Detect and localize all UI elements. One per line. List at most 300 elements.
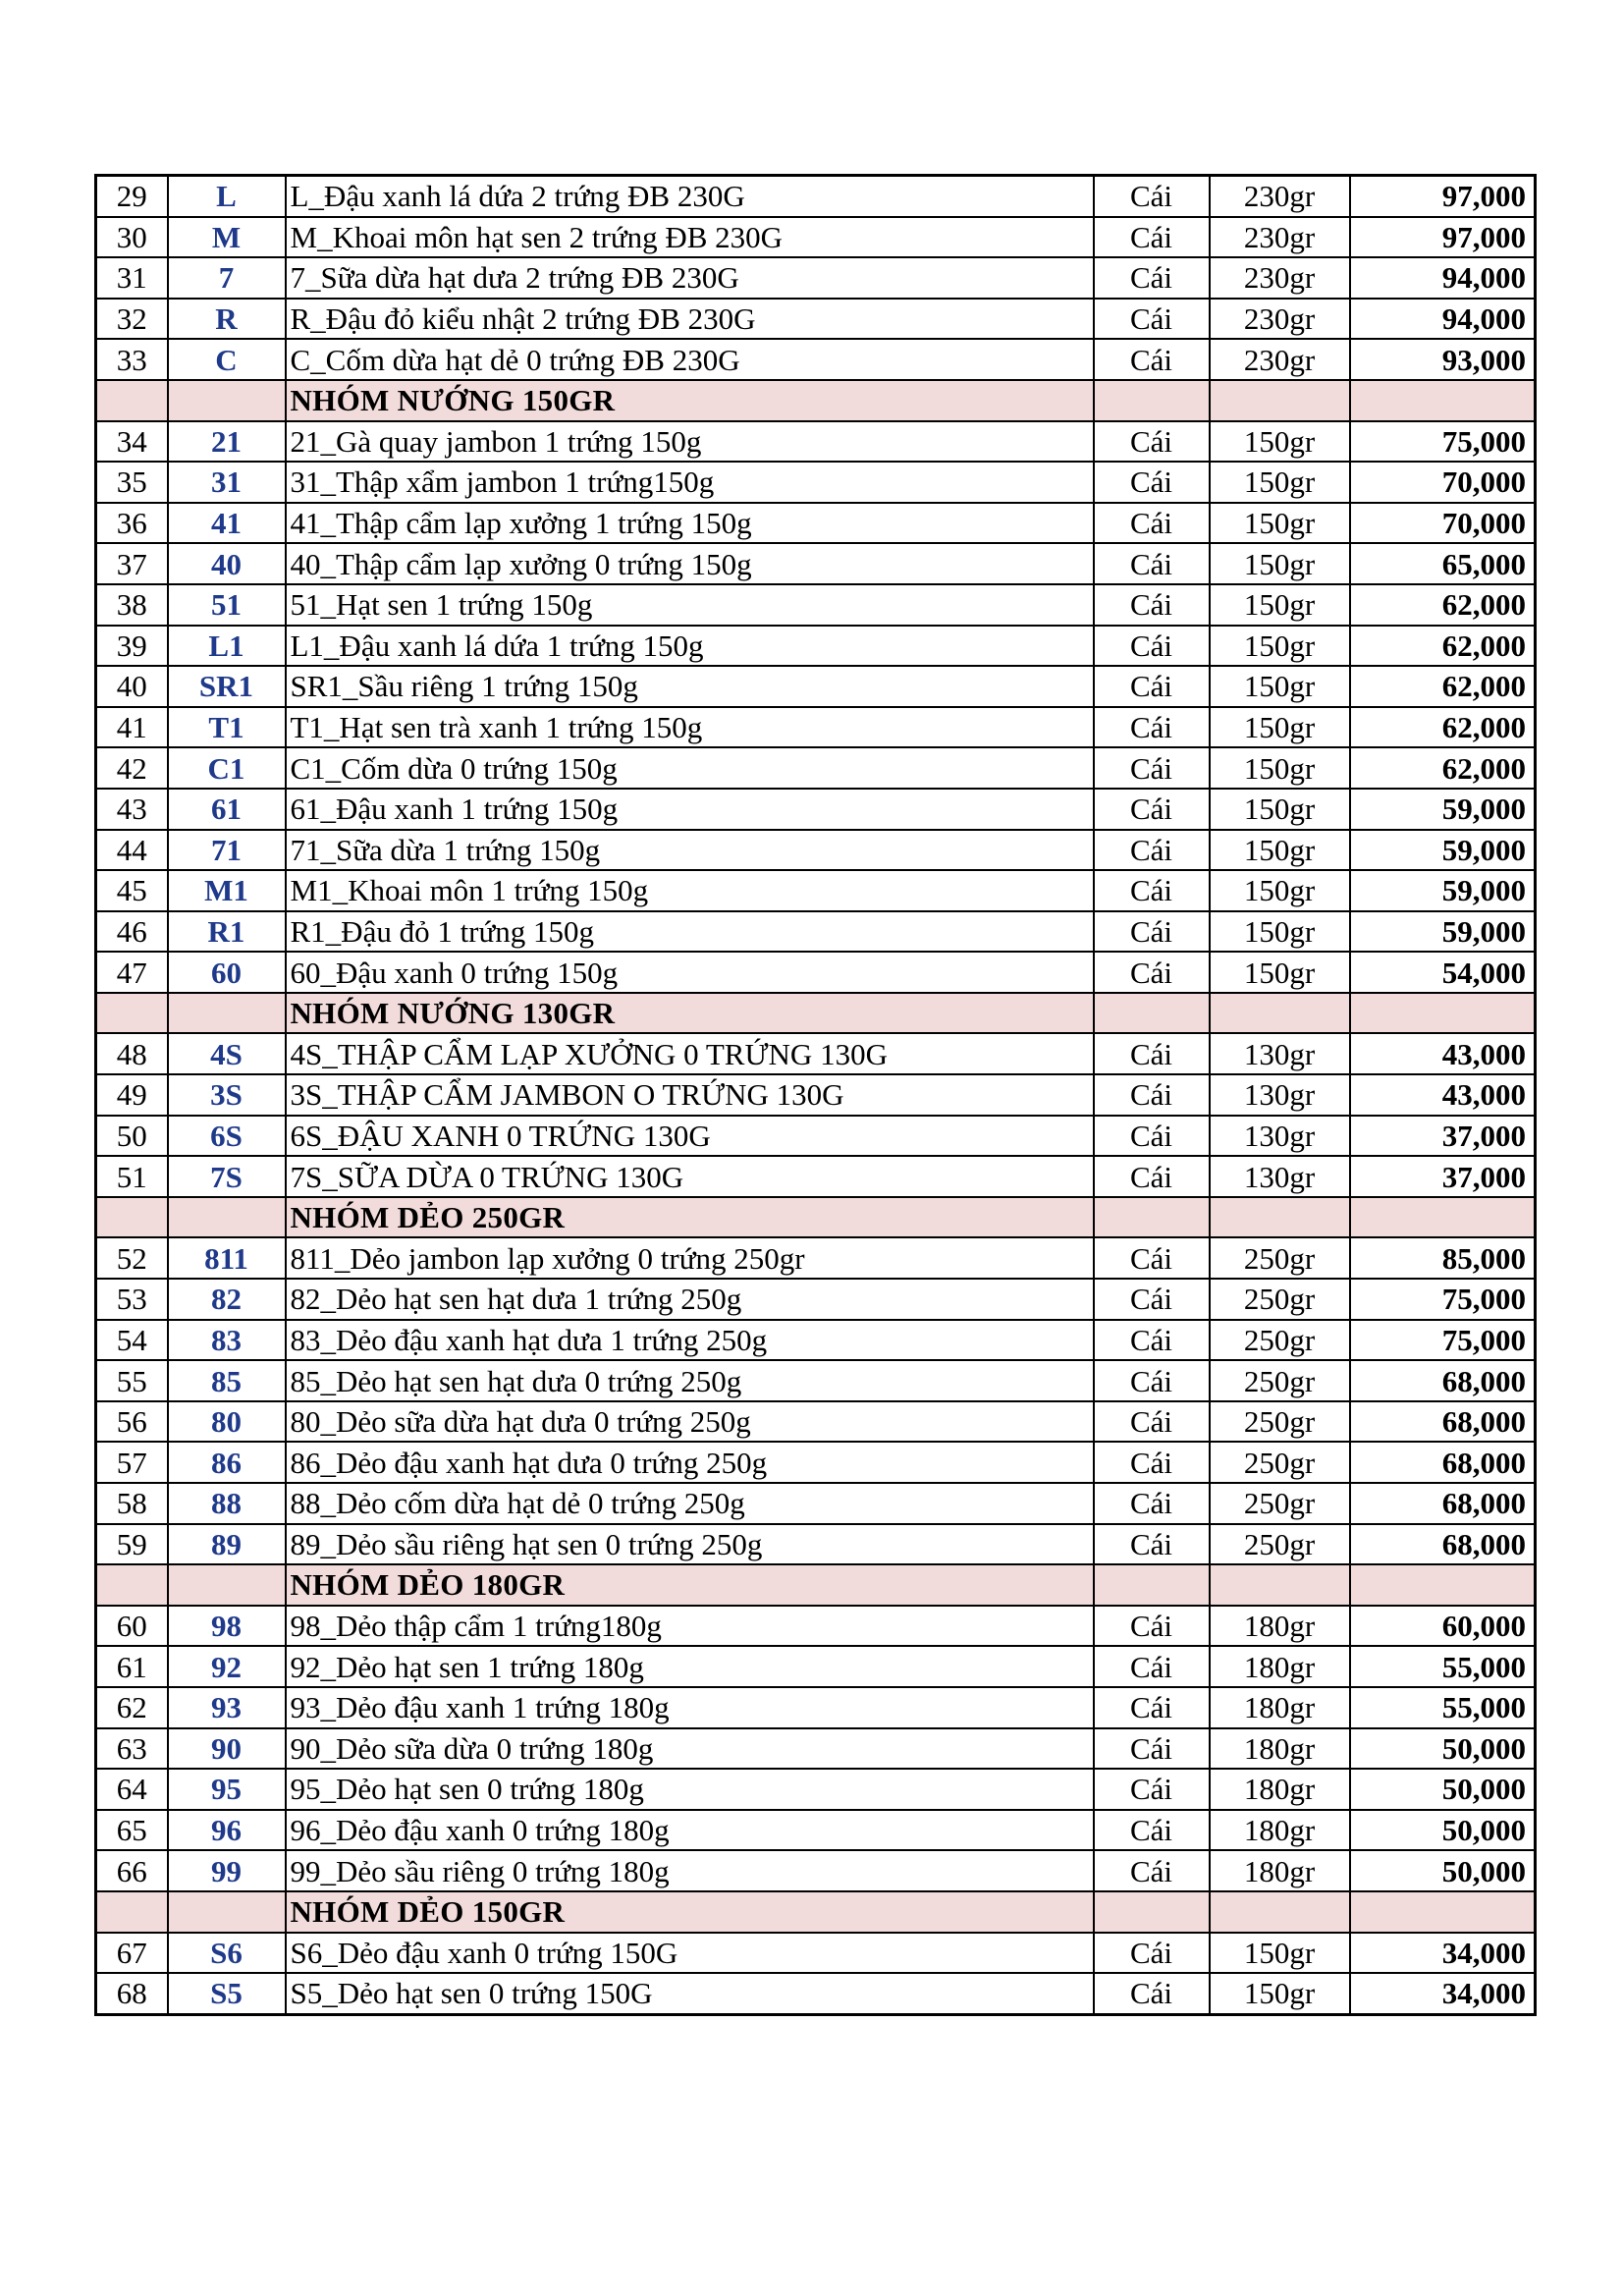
group-empty-cell [168, 1197, 286, 1238]
table-row [96, 1728, 1536, 1770]
product-code-cell: M [168, 217, 286, 258]
row-number-cell: 43 [96, 789, 168, 830]
product-code-cell: 95 [168, 1769, 286, 1810]
product-name-cell: 89_Dẻo sầu riêng hạt sen 0 trứng 250g [286, 1524, 1094, 1565]
table-row [96, 543, 1536, 584]
weight-cell: 180gr [1210, 1606, 1350, 1647]
price-cell: 50,000 [1350, 1810, 1536, 1851]
product-name-cell: 88_Dẻo cốm dừa hạt dẻ 0 trứng 250g [286, 1483, 1094, 1524]
group-empty-cell [168, 380, 286, 421]
row-number-cell: 42 [96, 747, 168, 789]
row-number-cell: 31 [96, 257, 168, 299]
product-code-cell: 21 [168, 421, 286, 463]
table-row [96, 1687, 1536, 1728]
price-cell: 55,000 [1350, 1687, 1536, 1728]
group-empty-cell [96, 1197, 168, 1238]
group-title: NHÓM DẺO 150GR [286, 1891, 1094, 1933]
row-number-cell: 67 [96, 1933, 168, 1974]
product-code-cell: 93 [168, 1687, 286, 1728]
row-number-cell: 57 [96, 1442, 168, 1483]
weight-cell: 180gr [1210, 1728, 1350, 1770]
table-body [96, 176, 1536, 2015]
unit-cell: Cái [1094, 503, 1210, 544]
product-name-cell: 80_Dẻo sữa dừa hạt dưa 0 trứng 250g [286, 1401, 1094, 1443]
product-code-cell: 7 [168, 257, 286, 299]
product-name-cell: 7S_SỮA DỪA 0 TRỨNG 130G [286, 1156, 1094, 1197]
weight-cell: 250gr [1210, 1483, 1350, 1524]
group-title: NHÓM NƯỚNG 150GR [286, 380, 1094, 421]
row-number-cell: 62 [96, 1687, 168, 1728]
price-cell: 55,000 [1350, 1646, 1536, 1687]
group-empty-cell [1350, 993, 1536, 1034]
unit-cell: Cái [1094, 1074, 1210, 1116]
price-cell: 70,000 [1350, 503, 1536, 544]
price-cell: 60,000 [1350, 1606, 1536, 1647]
group-empty-cell [1094, 1564, 1210, 1606]
price-cell: 62,000 [1350, 707, 1536, 748]
table-row [96, 1074, 1536, 1116]
product-name-cell: 98_Dẻo thập cẩm 1 trứng180g [286, 1606, 1094, 1647]
table-row [96, 1442, 1536, 1483]
price-cell: 59,000 [1350, 911, 1536, 953]
price-cell: 68,000 [1350, 1442, 1536, 1483]
product-name-cell: R_Đậu đỏ kiểu nhật 2 trứng ĐB 230G [286, 299, 1094, 340]
product-name-cell: C_Cốm dừa hạt dẻ 0 trứng ĐB 230G [286, 339, 1094, 380]
product-code-cell: L1 [168, 626, 286, 667]
product-name-cell: 41_Thập cẩm lạp xưởng 1 trứng 150g [286, 503, 1094, 544]
table-row [96, 1810, 1536, 1851]
price-cell: 75,000 [1350, 1320, 1536, 1361]
product-name-cell: 3S_THẬP CẨM JAMBON O TRỨNG 130G [286, 1074, 1094, 1116]
product-code-cell: T1 [168, 707, 286, 748]
row-number-cell: 52 [96, 1237, 168, 1279]
product-code-cell: 92 [168, 1646, 286, 1687]
row-number-cell: 32 [96, 299, 168, 340]
product-name-cell: 21_Gà quay jambon 1 trứng 150g [286, 421, 1094, 463]
row-number-cell: 37 [96, 543, 168, 584]
table-row [96, 1320, 1536, 1361]
unit-cell: Cái [1094, 1360, 1210, 1401]
product-name-cell: L_Đậu xanh lá dứa 2 trứng ĐB 230G [286, 176, 1094, 217]
unit-cell: Cái [1094, 1033, 1210, 1074]
table-row [96, 1483, 1536, 1524]
product-name-cell: 31_Thập xẩm jambon 1 trứng150g [286, 462, 1094, 503]
unit-cell: Cái [1094, 1687, 1210, 1728]
product-code-cell: 89 [168, 1524, 286, 1565]
product-name-cell: 99_Dẻo sầu riêng 0 trứng 180g [286, 1850, 1094, 1891]
weight-cell: 180gr [1210, 1646, 1350, 1687]
product-name-cell: L1_Đậu xanh lá dứa 1 trứng 150g [286, 626, 1094, 667]
weight-cell: 230gr [1210, 299, 1350, 340]
unit-cell: Cái [1094, 1933, 1210, 1974]
row-number-cell: 38 [96, 584, 168, 626]
unit-cell: Cái [1094, 1728, 1210, 1770]
price-cell: 75,000 [1350, 1279, 1536, 1320]
row-number-cell: 53 [96, 1279, 168, 1320]
price-cell: 59,000 [1350, 830, 1536, 871]
price-cell: 37,000 [1350, 1116, 1536, 1157]
unit-cell: Cái [1094, 1320, 1210, 1361]
weight-cell: 250gr [1210, 1401, 1350, 1443]
price-cell: 68,000 [1350, 1524, 1536, 1565]
product-code-cell: 99 [168, 1850, 286, 1891]
table-row [96, 1850, 1536, 1891]
price-cell: 85,000 [1350, 1237, 1536, 1279]
group-empty-cell [1094, 380, 1210, 421]
group-empty-cell [1094, 1197, 1210, 1238]
unit-cell: Cái [1094, 789, 1210, 830]
row-number-cell: 44 [96, 830, 168, 871]
product-code-cell: R [168, 299, 286, 340]
unit-cell: Cái [1094, 217, 1210, 258]
product-name-cell: 71_Sữa dừa 1 trứng 150g [286, 830, 1094, 871]
group-empty-cell [168, 1891, 286, 1933]
row-number-cell: 58 [96, 1483, 168, 1524]
weight-cell: 150gr [1210, 1933, 1350, 1974]
price-cell: 50,000 [1350, 1850, 1536, 1891]
product-name-cell: M_Khoai môn hạt sen 2 trứng ĐB 230G [286, 217, 1094, 258]
group-title: NHÓM NƯỚNG 130GR [286, 993, 1094, 1034]
weight-cell: 180gr [1210, 1850, 1350, 1891]
table-row [96, 707, 1536, 748]
group-title: NHÓM DẺO 180GR [286, 1564, 1094, 1606]
weight-cell: 180gr [1210, 1769, 1350, 1810]
group-empty-cell [1210, 1564, 1350, 1606]
unit-cell: Cái [1094, 1850, 1210, 1891]
table-row [96, 1279, 1536, 1320]
weight-cell: 150gr [1210, 503, 1350, 544]
table-row [96, 299, 1536, 340]
row-number-cell: 61 [96, 1646, 168, 1687]
group-header-row [96, 993, 1536, 1034]
table-row [96, 789, 1536, 830]
unit-cell: Cái [1094, 543, 1210, 584]
product-name-cell: S6_Dẻo đậu xanh 0 trứng 150G [286, 1933, 1094, 1974]
product-name-cell: 4S_THẬP CẨM LẠP XƯỞNG 0 TRỨNG 130G [286, 1033, 1094, 1074]
unit-cell: Cái [1094, 1156, 1210, 1197]
group-empty-cell [1210, 1891, 1350, 1933]
product-code-cell: 85 [168, 1360, 286, 1401]
group-empty-cell [1350, 380, 1536, 421]
product-code-cell: 96 [168, 1810, 286, 1851]
table-row [96, 911, 1536, 953]
price-cell: 62,000 [1350, 666, 1536, 707]
price-cell: 65,000 [1350, 543, 1536, 584]
product-code-cell: M1 [168, 870, 286, 911]
group-empty-cell [96, 1564, 168, 1606]
product-name-cell: 83_Dẻo đậu xanh hạt dưa 1 trứng 250g [286, 1320, 1094, 1361]
product-name-cell: 7_Sữa dừa hạt dưa 2 trứng ĐB 230G [286, 257, 1094, 299]
price-cell: 43,000 [1350, 1033, 1536, 1074]
table-row [96, 1401, 1536, 1443]
price-cell: 97,000 [1350, 217, 1536, 258]
row-number-cell: 49 [96, 1074, 168, 1116]
row-number-cell: 29 [96, 176, 168, 217]
product-code-cell: 83 [168, 1320, 286, 1361]
price-cell: 68,000 [1350, 1401, 1536, 1443]
row-number-cell: 55 [96, 1360, 168, 1401]
row-number-cell: 65 [96, 1810, 168, 1851]
weight-cell: 150gr [1210, 747, 1350, 789]
weight-cell: 250gr [1210, 1360, 1350, 1401]
table-row [96, 1933, 1536, 1974]
weight-cell: 150gr [1210, 584, 1350, 626]
row-number-cell: 64 [96, 1769, 168, 1810]
weight-cell: 150gr [1210, 666, 1350, 707]
weight-cell: 150gr [1210, 421, 1350, 463]
price-cell: 34,000 [1350, 1933, 1536, 1974]
weight-cell: 150gr [1210, 911, 1350, 953]
price-cell: 68,000 [1350, 1483, 1536, 1524]
product-name-cell: 85_Dẻo hạt sen hạt dưa 0 trứng 250g [286, 1360, 1094, 1401]
unit-cell: Cái [1094, 1973, 1210, 2014]
unit-cell: Cái [1094, 1769, 1210, 1810]
row-number-cell: 63 [96, 1728, 168, 1770]
table-row [96, 1237, 1536, 1279]
product-name-cell: 6S_ĐẬU XANH 0 TRỨNG 130G [286, 1116, 1094, 1157]
product-name-cell: 60_Đậu xanh 0 trứng 150g [286, 952, 1094, 993]
row-number-cell: 33 [96, 339, 168, 380]
unit-cell: Cái [1094, 666, 1210, 707]
table-row [96, 584, 1536, 626]
row-number-cell: 50 [96, 1116, 168, 1157]
table-row [96, 1033, 1536, 1074]
table-row [96, 1769, 1536, 1810]
unit-cell: Cái [1094, 1606, 1210, 1647]
row-number-cell: 34 [96, 421, 168, 463]
unit-cell: Cái [1094, 1116, 1210, 1157]
price-cell: 97,000 [1350, 176, 1536, 217]
unit-cell: Cái [1094, 421, 1210, 463]
table-row [96, 339, 1536, 380]
weight-cell: 130gr [1210, 1033, 1350, 1074]
price-cell: 50,000 [1350, 1769, 1536, 1810]
price-cell: 54,000 [1350, 952, 1536, 993]
weight-cell: 150gr [1210, 543, 1350, 584]
product-name-cell: 82_Dẻo hạt sen hạt dưa 1 trứng 250g [286, 1279, 1094, 1320]
product-code-cell: 6S [168, 1116, 286, 1157]
row-number-cell: 35 [96, 462, 168, 503]
product-code-cell: 98 [168, 1606, 286, 1647]
product-name-cell: 61_Đậu xanh 1 trứng 150g [286, 789, 1094, 830]
product-code-cell: 4S [168, 1033, 286, 1074]
group-title: NHÓM DẺO 250GR [286, 1197, 1094, 1238]
table-row [96, 870, 1536, 911]
unit-cell: Cái [1094, 707, 1210, 748]
unit-cell: Cái [1094, 176, 1210, 217]
price-cell: 37,000 [1350, 1156, 1536, 1197]
row-number-cell: 41 [96, 707, 168, 748]
product-name-cell: 92_Dẻo hạt sen 1 trứng 180g [286, 1646, 1094, 1687]
table-row [96, 1156, 1536, 1197]
product-code-cell: 811 [168, 1237, 286, 1279]
group-empty-cell [168, 1564, 286, 1606]
row-number-cell: 46 [96, 911, 168, 953]
unit-cell: Cái [1094, 1401, 1210, 1443]
group-empty-cell [1350, 1891, 1536, 1933]
table-row [96, 1646, 1536, 1687]
group-empty-cell [96, 380, 168, 421]
table-row [96, 1360, 1536, 1401]
product-code-cell: 80 [168, 1401, 286, 1443]
product-code-cell: 7S [168, 1156, 286, 1197]
unit-cell: Cái [1094, 626, 1210, 667]
row-number-cell: 68 [96, 1973, 168, 2014]
group-empty-cell [1094, 1891, 1210, 1933]
row-number-cell: 30 [96, 217, 168, 258]
row-number-cell: 36 [96, 503, 168, 544]
unit-cell: Cái [1094, 911, 1210, 953]
product-name-cell: M1_Khoai môn 1 trứng 150g [286, 870, 1094, 911]
group-empty-cell [1210, 993, 1350, 1034]
unit-cell: Cái [1094, 1279, 1210, 1320]
price-cell: 59,000 [1350, 789, 1536, 830]
unit-cell: Cái [1094, 339, 1210, 380]
product-code-cell: 31 [168, 462, 286, 503]
row-number-cell: 59 [96, 1524, 168, 1565]
weight-cell: 130gr [1210, 1156, 1350, 1197]
table-row [96, 626, 1536, 667]
weight-cell: 130gr [1210, 1116, 1350, 1157]
unit-cell: Cái [1094, 1810, 1210, 1851]
product-name-cell: 40_Thập cẩm lạp xưởng 0 trứng 150g [286, 543, 1094, 584]
price-cell: 93,000 [1350, 339, 1536, 380]
group-empty-cell [1094, 993, 1210, 1034]
weight-cell: 230gr [1210, 257, 1350, 299]
weight-cell: 180gr [1210, 1810, 1350, 1851]
row-number-cell: 54 [96, 1320, 168, 1361]
table-row [96, 1116, 1536, 1157]
table-row [96, 1606, 1536, 1647]
price-cell: 62,000 [1350, 747, 1536, 789]
unit-cell: Cái [1094, 1442, 1210, 1483]
table-row [96, 421, 1536, 463]
weight-cell: 230gr [1210, 339, 1350, 380]
unit-cell: Cái [1094, 830, 1210, 871]
product-code-cell: 82 [168, 1279, 286, 1320]
price-cell: 68,000 [1350, 1360, 1536, 1401]
table-row [96, 217, 1536, 258]
weight-cell: 230gr [1210, 176, 1350, 217]
group-header-row [96, 1197, 1536, 1238]
group-empty-cell [1350, 1197, 1536, 1238]
table-row [96, 503, 1536, 544]
product-name-cell: 96_Dẻo đậu xanh 0 trứng 180g [286, 1810, 1094, 1851]
unit-cell: Cái [1094, 1237, 1210, 1279]
product-name-cell: C1_Cốm dừa 0 trứng 150g [286, 747, 1094, 789]
table-row [96, 666, 1536, 707]
product-code-cell: 51 [168, 584, 286, 626]
product-code-cell: SR1 [168, 666, 286, 707]
table-row [96, 1973, 1536, 2014]
unit-cell: Cái [1094, 584, 1210, 626]
product-code-cell: S6 [168, 1933, 286, 1974]
table-row [96, 1524, 1536, 1565]
product-name-cell: 51_Hạt sen 1 trứng 150g [286, 584, 1094, 626]
group-header-row [96, 380, 1536, 421]
price-cell: 34,000 [1350, 1973, 1536, 2014]
product-name-cell: 811_Dẻo jambon lạp xưởng 0 trứng 250gr [286, 1237, 1094, 1279]
row-number-cell: 60 [96, 1606, 168, 1647]
product-code-cell: 41 [168, 503, 286, 544]
group-header-row [96, 1891, 1536, 1933]
row-number-cell: 51 [96, 1156, 168, 1197]
product-code-cell: 88 [168, 1483, 286, 1524]
row-number-cell: 48 [96, 1033, 168, 1074]
table-row [96, 462, 1536, 503]
product-code-cell: 3S [168, 1074, 286, 1116]
weight-cell: 230gr [1210, 217, 1350, 258]
unit-cell: Cái [1094, 1524, 1210, 1565]
product-name-cell: T1_Hạt sen trà xanh 1 trứng 150g [286, 707, 1094, 748]
price-table [94, 174, 1537, 2016]
row-number-cell: 47 [96, 952, 168, 993]
group-empty-cell [1210, 380, 1350, 421]
unit-cell: Cái [1094, 299, 1210, 340]
weight-cell: 150gr [1210, 870, 1350, 911]
table-row [96, 176, 1536, 217]
weight-cell: 250gr [1210, 1237, 1350, 1279]
price-cell: 62,000 [1350, 584, 1536, 626]
weight-cell: 250gr [1210, 1320, 1350, 1361]
unit-cell: Cái [1094, 462, 1210, 503]
row-number-cell: 39 [96, 626, 168, 667]
row-number-cell: 40 [96, 666, 168, 707]
product-name-cell: S5_Dẻo hạt sen 0 trứng 150G [286, 1973, 1094, 2014]
product-name-cell: 93_Dẻo đậu xanh 1 trứng 180g [286, 1687, 1094, 1728]
weight-cell: 150gr [1210, 830, 1350, 871]
price-cell: 75,000 [1350, 421, 1536, 463]
product-code-cell: C1 [168, 747, 286, 789]
price-cell: 62,000 [1350, 626, 1536, 667]
weight-cell: 250gr [1210, 1524, 1350, 1565]
group-empty-cell [1210, 1197, 1350, 1238]
product-name-cell: 86_Dẻo đậu xanh hạt dưa 0 trứng 250g [286, 1442, 1094, 1483]
product-code-cell: 40 [168, 543, 286, 584]
weight-cell: 250gr [1210, 1279, 1350, 1320]
group-empty-cell [96, 1891, 168, 1933]
product-code-cell: 61 [168, 789, 286, 830]
product-name-cell: R1_Đậu đỏ 1 trứng 150g [286, 911, 1094, 953]
table-row [96, 257, 1536, 299]
weight-cell: 150gr [1210, 952, 1350, 993]
weight-cell: 180gr [1210, 1687, 1350, 1728]
table-row [96, 747, 1536, 789]
weight-cell: 150gr [1210, 626, 1350, 667]
product-code-cell: R1 [168, 911, 286, 953]
product-code-cell: 86 [168, 1442, 286, 1483]
unit-cell: Cái [1094, 870, 1210, 911]
unit-cell: Cái [1094, 747, 1210, 789]
row-number-cell: 56 [96, 1401, 168, 1443]
product-name-cell: 90_Dẻo sữa dừa 0 trứng 180g [286, 1728, 1094, 1770]
product-name-cell: SR1_Sầu riêng 1 trứng 150g [286, 666, 1094, 707]
unit-cell: Cái [1094, 952, 1210, 993]
group-empty-cell [96, 993, 168, 1034]
price-cell: 43,000 [1350, 1074, 1536, 1116]
unit-cell: Cái [1094, 257, 1210, 299]
product-code-cell: S5 [168, 1973, 286, 2014]
product-code-cell: 71 [168, 830, 286, 871]
weight-cell: 150gr [1210, 707, 1350, 748]
product-name-cell: 95_Dẻo hạt sen 0 trứng 180g [286, 1769, 1094, 1810]
product-code-cell: 60 [168, 952, 286, 993]
weight-cell: 150gr [1210, 1973, 1350, 2014]
row-number-cell: 45 [96, 870, 168, 911]
row-number-cell: 66 [96, 1850, 168, 1891]
table-row [96, 830, 1536, 871]
product-code-cell: L [168, 176, 286, 217]
